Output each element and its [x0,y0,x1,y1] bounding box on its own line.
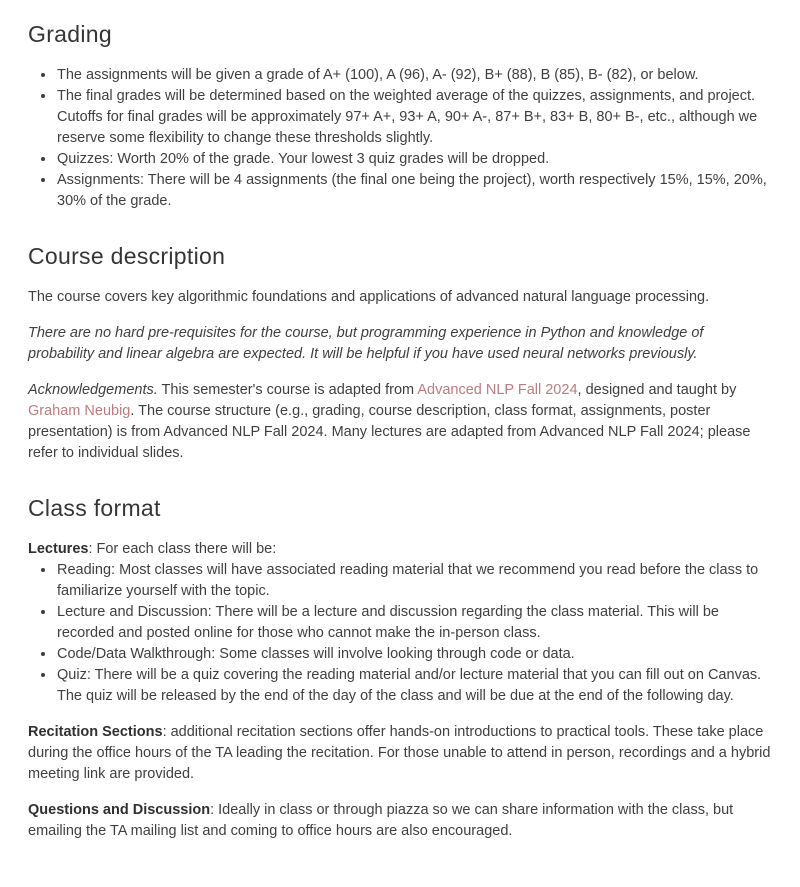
grading-list-item: • The final grades will be determined based on the weighted average of the quizzes, assignments, and project. Cutoffs for final grades will be approximately 97+ A+, 93+ A, 90+ A-, 87+ B+, 83+ B, 80+ B-, etc., although we reserve some flexibility to change these thresholds slightly. [56,86,773,149]
grading-list-item: • Assignments: There will be 4 assignments (the final one being the project), worth respectively 15%, 15%, 20%, 30% of the grade. [56,170,773,212]
class-format-list-item: • Code/Data Walkthrough: Some classes will involve looking through code or data. [56,644,773,665]
lectures-paragraph [28,539,773,560]
course-description-heading: Course description [28,243,226,269]
class-format-list [28,560,773,707]
questions-label: Questions and Discussion [28,802,211,818]
acknowledgements-text: , designed and taught by [577,382,737,398]
class-format-list-item: • Lecture and Discussion: There will be a lecture and discussion regarding the class material. This will be recorded and posted online for those who cannot make the in-person class. [56,602,773,644]
grading-heading: Grading [28,21,112,47]
acknowledgements-lead: Acknowledgements. [28,382,158,398]
advanced-nlp-fall-2024-link[interactable]: Advanced NLP Fall 2024 [417,382,578,398]
class-format-list-item: • Reading: Most classes will have associated reading material that we recommend you read before the class to familiarize yourself with the topic. [56,560,773,602]
lectures-label: Lectures [28,541,89,557]
acknowledgements-text: . The course structure (e.g., grading, course description, class format, assignments, poster presentation) is from Advanced NLP Fall 2024. Many lectures are adapted from Advanced NLP Fall 2024; please refer to individual slides. [28,403,751,461]
acknowledgements-paragraph [28,380,773,464]
class-format-heading: Class format [28,495,161,521]
questions-paragraph [28,800,773,842]
grading-list-item: • Quizzes: Worth 20% of the grade. Your lowest 3 quiz grades will be dropped. [56,149,773,170]
graham-neubig-link[interactable]: Graham Neubig [28,403,131,419]
class-format-list-item: • Quiz: There will be a quiz covering the reading material and/or lecture material that you can fill out on Canvas. The quiz will be released by the end of the day of the class and will be due at the end of the following day. [56,665,773,707]
prerequisites-paragraph: There are no hard pre-requisites for the course, but programming experience in Python and knowledge of probability and linear algebra are expected. It will be helpful if you have used neural networks previously. [28,325,704,362]
lectures-text: : For each class there will be: [88,541,277,557]
course-description-intro: The course covers key algorithmic foundations and applications of advanced natural language processing. [28,289,710,305]
grading-list [28,65,773,212]
recitation-paragraph [28,722,773,785]
recitation-label: Recitation Sections [28,724,163,740]
recitation-text: : additional recitation sections offer hands-on introductions to practical tools. These take place during the office hours of the TA leading the recitation. For those unable to attend in person, recordings and a hybrid meeting link are provided. [28,724,771,782]
grading-list-item: • The assignments will be given a grade of A+ (100), A (96), A- (92), B+ (88), B (85), B- (82), or below. [56,65,773,86]
questions-text: : Ideally in class or through piazza so we can share information with the class, but emailing the TA mailing list and coming to office hours are also encouraged. [28,802,734,839]
acknowledgements-text: This semester's course is adapted from [157,382,418,398]
